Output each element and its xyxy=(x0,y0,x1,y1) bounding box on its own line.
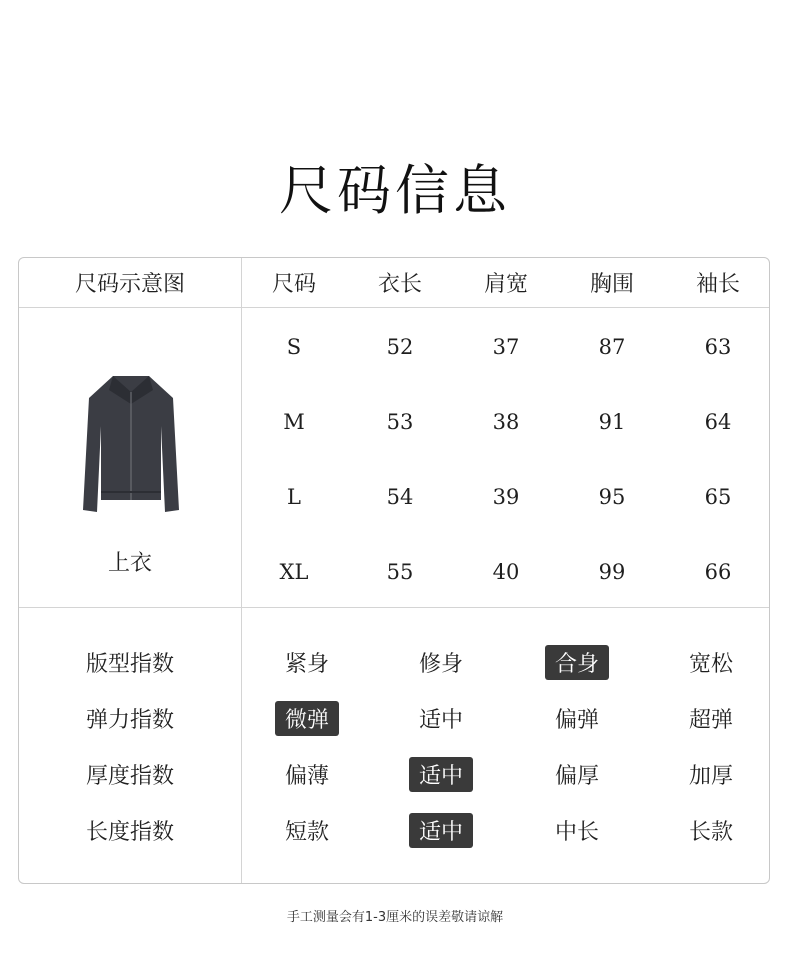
fit-option: 合身 xyxy=(545,645,609,680)
page-title: 尺码信息 xyxy=(279,159,511,222)
length-option: 长款 xyxy=(688,819,733,845)
chest-cell: 87 xyxy=(598,335,626,359)
sleeve-cell: 65 xyxy=(704,485,732,509)
elasticity-option: 偏弹 xyxy=(554,707,599,733)
length-index-label: 长度指数 xyxy=(85,819,174,845)
fit-option: 紧身 xyxy=(284,651,329,677)
size-table xyxy=(18,257,770,884)
chest-cell: 99 xyxy=(598,560,626,584)
thickness-option: 偏厚 xyxy=(554,763,599,789)
chest-cell: 95 xyxy=(598,485,626,509)
sleeve-cell: 64 xyxy=(704,410,732,434)
header-size: 尺码 xyxy=(271,272,316,297)
section-divider xyxy=(19,607,769,608)
shoulder-cell: 38 xyxy=(492,410,520,434)
sleeve-cell: 63 xyxy=(704,335,732,359)
header-diagram: 尺码示意图 xyxy=(74,272,185,297)
header-chest: 胸围 xyxy=(589,272,634,297)
header-divider xyxy=(19,307,769,308)
length-cell: 54 xyxy=(386,485,414,509)
elasticity-option: 超弹 xyxy=(688,707,733,733)
header-sleeve: 袖长 xyxy=(695,272,740,297)
length-option: 短款 xyxy=(284,819,329,845)
size-cell: L xyxy=(287,485,301,509)
fit-option: 修身 xyxy=(418,651,463,677)
shoulder-cell: 40 xyxy=(492,560,520,584)
shoulder-cell: 39 xyxy=(492,485,520,509)
chest-cell: 91 xyxy=(598,410,626,434)
size-cell: XL xyxy=(279,560,309,584)
fit-option: 宽松 xyxy=(688,651,733,677)
fit-index-label: 版型指数 xyxy=(85,651,174,677)
thickness-index-label: 厚度指数 xyxy=(85,763,174,789)
elasticity-option: 适中 xyxy=(418,707,463,733)
header-shoulder: 肩宽 xyxy=(483,272,528,297)
length-cell: 53 xyxy=(386,410,414,434)
thickness-option: 偏薄 xyxy=(284,763,329,789)
sleeve-cell: 66 xyxy=(704,560,732,584)
header-length: 衣长 xyxy=(377,272,422,297)
size-cell: M xyxy=(283,410,305,434)
elasticity-option: 微弹 xyxy=(275,701,339,736)
thickness-option: 适中 xyxy=(409,757,473,792)
garment-label: 上衣 xyxy=(107,550,152,576)
disclaimer-note: 手工测量会有1-3厘米的误差敬请谅解 xyxy=(286,910,504,925)
length-cell: 52 xyxy=(386,335,414,359)
length-option: 适中 xyxy=(409,813,473,848)
thickness-option: 加厚 xyxy=(688,763,733,789)
zip-cardigan-icon xyxy=(81,368,181,518)
size-cell: S xyxy=(286,335,302,359)
length-cell: 55 xyxy=(386,560,414,584)
length-option: 中长 xyxy=(554,819,599,845)
elasticity-index-label: 弹力指数 xyxy=(85,707,174,733)
shoulder-cell: 37 xyxy=(492,335,520,359)
